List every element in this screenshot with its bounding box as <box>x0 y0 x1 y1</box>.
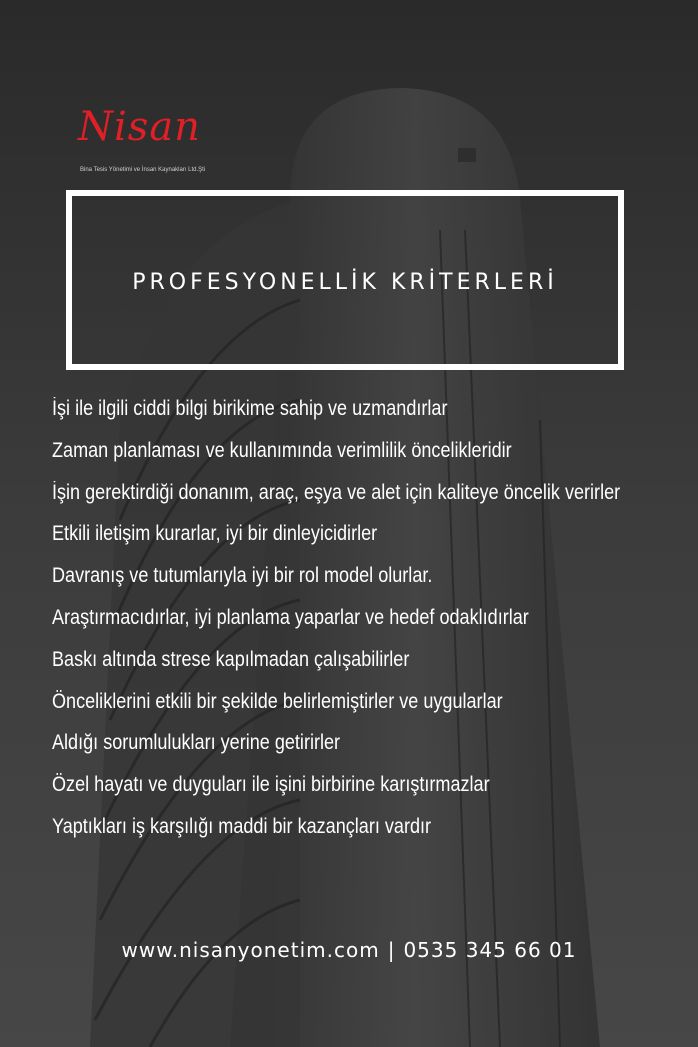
title-frame <box>66 190 624 370</box>
logo-text: Nisan <box>78 104 201 150</box>
list-item: İşin gerektirdiği donanım, araç, eşya ve alet için kaliteye öncelik verirler <box>52 480 621 504</box>
page-title: PROFESYONELLİK KRİTERLERİ <box>132 270 558 295</box>
logo-subtitle: Bina Tesis Yönetimi ve İnsan Kaynakları Ltd.Şti <box>80 167 206 173</box>
list-item: Önceliklerini etkili bir şekilde belirlemiştirler ve uygularlar <box>52 689 503 713</box>
list-item: Davranış ve tutumlarıyla iyi bir rol model olurlar. <box>52 564 433 588</box>
list-item: Zaman planlaması ve kullanımında verimlilik öncelikleridir <box>52 438 512 462</box>
company-logo <box>78 104 238 174</box>
list-item: Baskı altında strese kapılmadan çalışabilirler <box>52 647 410 671</box>
phone-number[interactable]: 0535 345 66 01 <box>403 938 577 962</box>
criteria-list <box>52 388 692 848</box>
footer-separator: | <box>387 938 396 962</box>
list-item: Özel hayatı ve duyguları ile işini birbirine karıştırmazlar <box>52 773 490 797</box>
list-item: Etkili iletişim kurarlar, iyi bir dinleyicidirler <box>52 522 378 546</box>
contact-footer <box>0 938 698 962</box>
list-item: Araştırmacıdırlar, iyi planlama yaparlar ve hedef odaklıdırlar <box>52 605 529 629</box>
list-item: İşi ile ilgili ciddi bilgi birikime sahip ve uzmandırlar <box>52 397 448 420</box>
website-link[interactable]: www.nisanyonetim.com <box>121 938 380 962</box>
list-item: Aldığı sorumlulukları yerine getirirler <box>52 731 341 755</box>
list-item: Yaptıkları iş karşılığı maddi bir kazançları vardır <box>52 814 432 838</box>
